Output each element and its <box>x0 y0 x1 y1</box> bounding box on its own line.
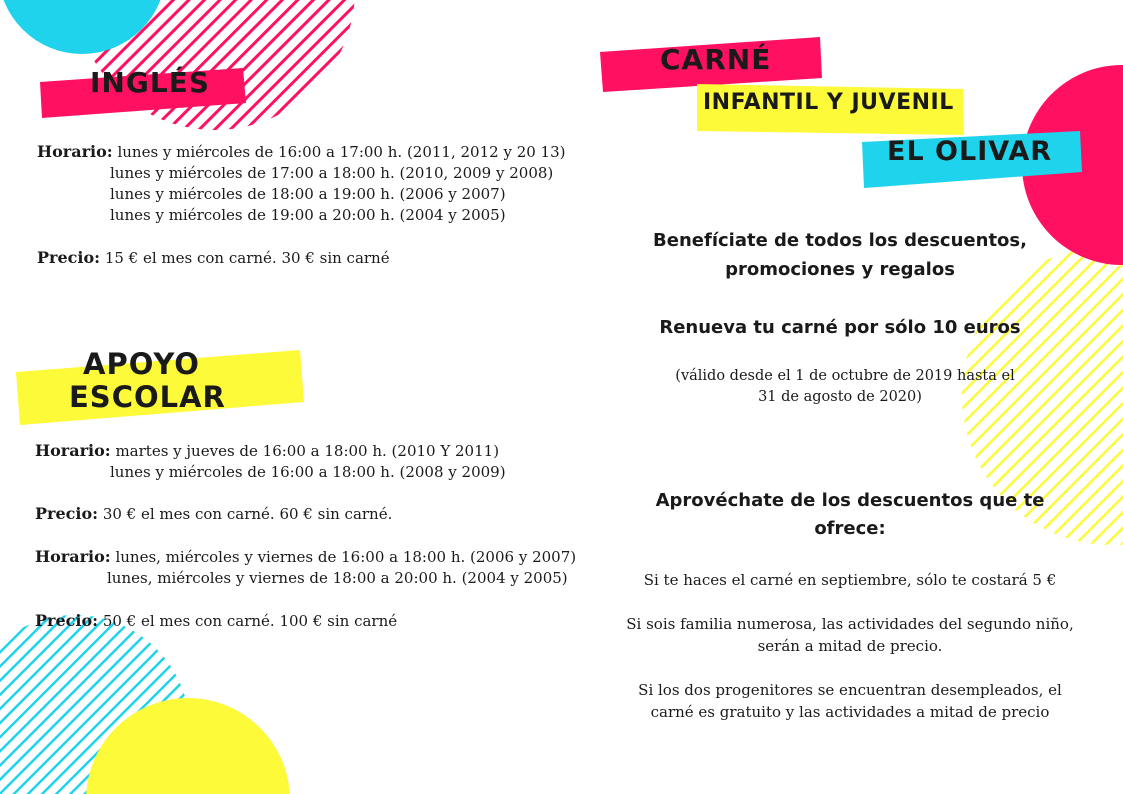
validity-line-1: (válido desde el 1 de octubre de 2019 hasta el <box>675 368 1015 384</box>
ingles-horario-2: lunes y miércoles de 17:00 a 18:00 h. (2010, 2009 y 2008) <box>110 164 554 182</box>
apoyo-g1-precio: 30 € el mes con carné. 60 € sin carné. <box>102 505 393 523</box>
ingles-horario-4: lunes y miércoles de 19:00 a 20:00 h. (2004 y 2005) <box>110 206 506 224</box>
apoyo-g2-horario-label: Horario: <box>35 547 111 566</box>
offer-2-line-1: Si sois familia numerosa, las actividades del segundo niño, <box>626 615 1074 633</box>
apoyo-g1-horario-label: Horario: <box>35 441 111 460</box>
ingles-title: INGLÉS <box>90 66 210 99</box>
infantil-juvenil-title: INFANTIL Y JUVENIL <box>703 90 954 115</box>
apoyo-g1-horario-2: lunes y miércoles de 16:00 a 18:00 h. (2008 y 2009) <box>110 463 506 481</box>
ingles-precio: 15 € el mes con carné. 30 € sin carné <box>104 249 390 267</box>
ingles-precio-row <box>37 248 390 268</box>
ingles-horario-label: Horario: <box>37 142 113 161</box>
apoyo-g2-precio-label: Precio: <box>35 611 99 630</box>
apoyo-title-line1: APOYO <box>83 347 200 381</box>
discounts-line-1: Aprovéchate de los descuentos que te <box>655 490 1045 511</box>
ingles-horario-3: lunes y miércoles de 18:00 a 19:00 h. (2006 y 2007) <box>110 185 506 203</box>
ingles-horario-row-1 <box>37 142 565 162</box>
offer-3-line-1: Si los dos progenitores se encuentran desempleados, el <box>638 681 1062 699</box>
ingles-horario-1: lunes y miércoles de 16:00 a 17:00 h. (2011, 2012 y 20 13) <box>117 143 566 161</box>
apoyo-g1-horario-1: martes y jueves de 16:00 a 18:00 h. (2010 Y 2011) <box>115 442 500 460</box>
renew-text: Renueva tu carné por sólo 10 euros <box>659 317 1021 338</box>
apoyo-g1-precio-row <box>35 504 392 524</box>
apoyo-g2-horario-2: lunes, miércoles y viernes de 18:00 a 20:00 h. (2004 y 2005) <box>107 569 568 587</box>
apoyo-g1-horario-row-1 <box>35 441 499 461</box>
apoyo-g2-horario-row-1 <box>35 547 576 567</box>
ingles-precio-label: Precio: <box>37 248 101 267</box>
offer-1: Si te haces el carné en septiembre, sólo te costará 5 € <box>643 571 1057 589</box>
el-olivar-title: EL OLIVAR <box>887 136 1053 167</box>
apoyo-g2-precio: 50 € el mes con carné. 100 € sin carné <box>102 612 398 630</box>
apoyo-g1-precio-label: Precio: <box>35 504 99 523</box>
offer-2-line-2: serán a mitad de precio. <box>757 637 943 655</box>
apoyo-g2-precio-row <box>35 611 397 631</box>
discounts-line-2: ofrece: <box>814 518 886 539</box>
offer-3-line-2: carné es gratuito y las actividades a mitad de precio <box>650 703 1050 721</box>
apoyo-g2-horario-1: lunes, miércoles y viernes de 16:00 a 18:00 h. (2006 y 2007) <box>115 548 577 566</box>
benefit-line-2: promociones y regalos <box>725 259 955 280</box>
carne-title: CARNÉ <box>660 43 772 76</box>
benefit-line-1: Benefíciate de todos los descuentos, <box>653 230 1027 251</box>
apoyo-title-line2: ESCOLAR <box>69 380 226 414</box>
validity-line-2: 31 de agosto de 2020) <box>758 389 922 405</box>
